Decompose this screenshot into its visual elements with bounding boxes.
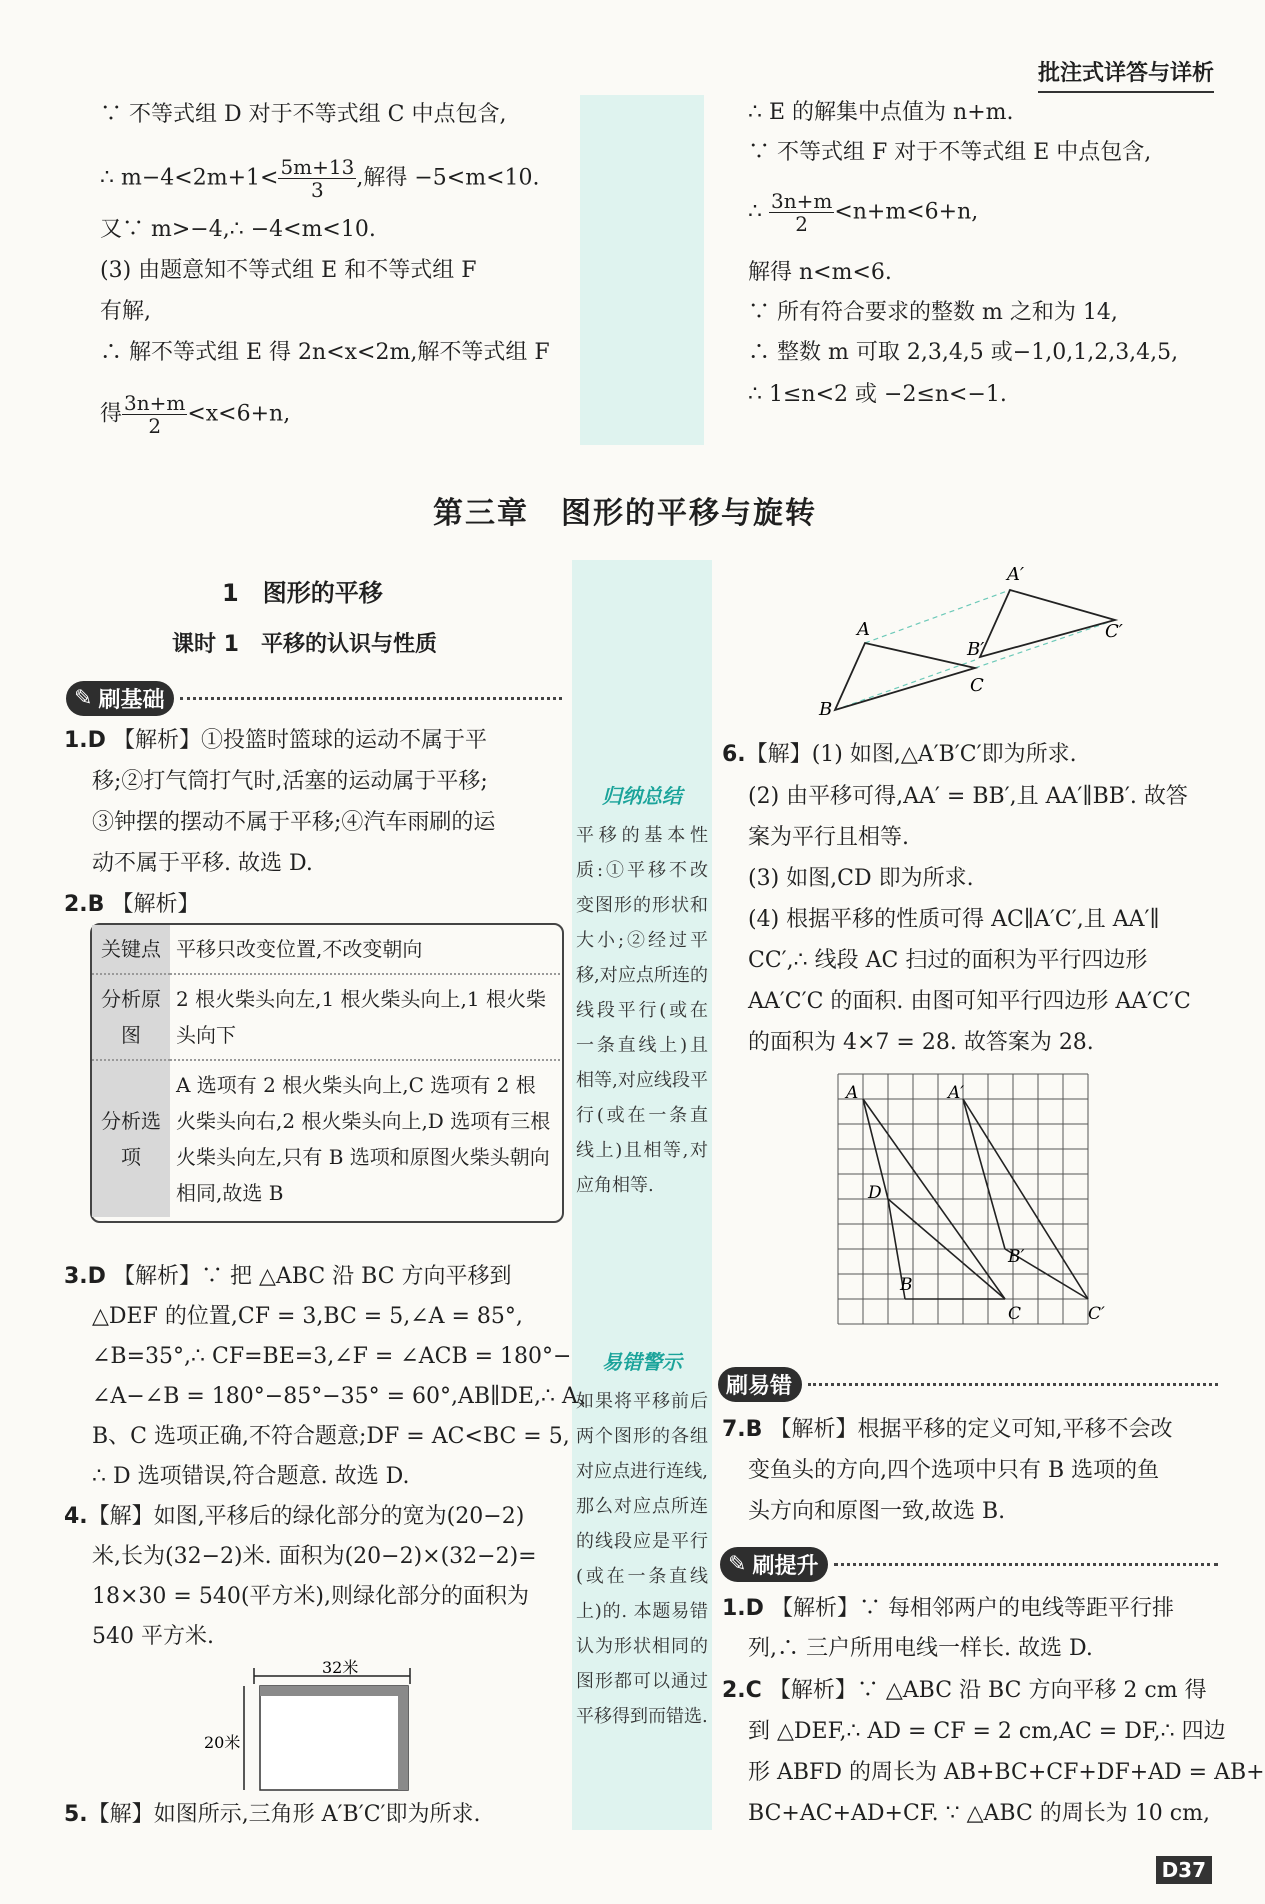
- label-c-prime: C′: [1105, 621, 1123, 642]
- q6-line-2: 案为平行且相等.: [748, 825, 909, 850]
- q2-line: 2.B 【解析】: [64, 892, 200, 917]
- q3-line-2: ∠B=35°,∴ CF=BE=3,∠F = ∠ACB = 180°−: [92, 1344, 572, 1369]
- label-c: C: [970, 675, 984, 696]
- grid-label-b: B: [900, 1275, 913, 1295]
- q6-line-7: 的面积为 4×7 = 28. 故答案为 28.: [748, 1030, 1094, 1055]
- table-value: A 选项有 2 根火柴头向上,C 选项有 2 根火柴头向右,2 根火柴头向上,D 选项有三根火柴头向左,只有 B 选项和原图火柴头朝向相同,故选 B: [170, 1060, 560, 1217]
- q7-line-1: 变鱼头的方向,四个选项中只有 B 选项的鱼: [748, 1458, 1160, 1483]
- label-a-prime: A′: [1007, 564, 1025, 585]
- table-value: 平移只改变位置,不改变朝向: [176, 937, 423, 961]
- badge-error: [718, 1366, 1218, 1402]
- top-left-line-0: ∵ 不等式组 D 对于不等式组 C 中点包含,: [100, 102, 507, 127]
- top-right-line-4: ∴ 整数 m 可取 2,3,4,5 或−1,0,1,2,3,4,5,: [748, 340, 1179, 365]
- q1-line-3: 动不属于平移. 故选 D.: [92, 851, 313, 876]
- q4-line-1: 米,长为(32−2)米. 面积为(20−2)×(32−2)=: [92, 1544, 537, 1569]
- q7-line-2: 头方向和原图一致,故选 B.: [748, 1499, 1006, 1524]
- q5-triangle-figure: [815, 564, 1135, 720]
- q6-line-5: CC′,∴ 线段 AC 扫过的面积为平行四边形: [748, 948, 1148, 973]
- q6-line-1: (2) 由平移可得,AA′ = BB′,且 AA′∥BB′. 故答: [748, 784, 1188, 809]
- table-value: 2 根火柴头向左,1 根火柴头向上,1 根火柴头向下: [170, 974, 560, 1060]
- p2-line-3: BC+AC+AD+CF. ∵ △ABC 的周长为 10 cm,: [748, 1801, 1210, 1826]
- table-row: [92, 974, 560, 1060]
- label-a: A: [857, 619, 870, 640]
- pen-icon: ✎: [74, 685, 93, 711]
- basic-badge-pill: ✎ 刷基础: [66, 681, 174, 716]
- label-b: B: [819, 699, 833, 720]
- table-row: [92, 925, 560, 974]
- top-right-line-3: ∵ 所有符合要求的整数 m 之和为 14,: [748, 300, 1118, 325]
- grid-label-a-prime: A′: [948, 1083, 965, 1103]
- table-key: 分析选项: [92, 1060, 170, 1217]
- width-label: 32米: [322, 1658, 359, 1677]
- q6-line-0: 6.【解】(1) 如图,△A′B′C′即为所求.: [722, 742, 1077, 767]
- p2-line-1: 到 △DEF,∴ AD = CF = 2 cm,AC = DF,∴ 四边: [748, 1719, 1226, 1744]
- side-column-top: [580, 95, 704, 445]
- grid-label-d: D: [868, 1183, 882, 1203]
- grid-label-c: C: [1008, 1304, 1022, 1324]
- top-left-line-2: (3) 由题意知不等式组 E 和不等式组 F: [100, 258, 477, 283]
- top-left-line-1: 又∵ m>−4,∴ −4<m<10.: [100, 217, 376, 242]
- top-left-line-frac: ∴ m−4<2m+1< $\frac{5m+13}{3}$ ,解得 −5<m<10.: [100, 155, 540, 202]
- badge-basic: [66, 680, 562, 716]
- side-note1-title: 归纳总结: [602, 784, 682, 808]
- label-b-prime: B′: [967, 639, 985, 660]
- q4-line-2: 18×30 = 540(平方米),则绿化部分的面积为: [92, 1584, 529, 1609]
- q4-line-0: 4.【解】如图,平移后的绿化部分的宽为(20−2): [64, 1504, 525, 1529]
- q1-line-0: 1.D 【解析】①投篮时篮球的运动不属于平: [64, 728, 487, 753]
- error-badge-pill: 刷易错: [718, 1367, 802, 1402]
- height-label: 20米: [204, 1733, 241, 1752]
- q3-line-5: ∴ D 选项错误,符合题意. 故选 D.: [92, 1464, 410, 1489]
- top-left-line-3: 有解,: [100, 299, 151, 324]
- side-note1-text: 平移的基本性质:①平移不改变图形的形状和大小;②经过平移,对应点所连的线段平行(或在一条直线上)且相等,对应线段平行(或在一条直线上)且相等,对应角相等.: [576, 825, 708, 1196]
- section-title: 1 图形的平移: [222, 579, 383, 607]
- side-note2-title: 易错警示: [602, 1350, 682, 1374]
- advance-badge-pill: ✎ 刷提升: [720, 1547, 828, 1582]
- p2-line-0: 2.C 【解析】∵ △ABC 沿 BC 方向平移 2 cm 得: [722, 1678, 1207, 1703]
- q3-line-3: ∠A−∠B = 180°−85°−35° = 60°,AB∥DE,∴ A、: [92, 1384, 600, 1409]
- road-vertical: [398, 1686, 408, 1790]
- top-right-line-2: 解得 n<m<6.: [748, 260, 892, 285]
- q4-line-3: 540 平方米.: [92, 1624, 214, 1649]
- top-right-line-1: ∵ 不等式组 F 对于不等式组 E 中点包含,: [748, 140, 1152, 165]
- q3-line-0: 3.D 【解析】∵ 把 △ABC 沿 BC 方向平移到: [64, 1264, 512, 1289]
- q6-grid-figure: [838, 1074, 1114, 1350]
- grid-label-b-prime: B′: [1008, 1247, 1025, 1267]
- dotted-divider: [808, 1383, 1218, 1386]
- table-key: 分析原图: [92, 974, 170, 1060]
- p1-line-0: 1.D 【解析】∵ 每相邻两户的电线等距平行排: [722, 1596, 1174, 1621]
- triangle-a2b2c2: [980, 590, 1115, 657]
- top-left-line-frac2: 得 $\frac{3n+m}{2}$ <x<6+n,: [100, 391, 291, 438]
- table-row: [92, 1060, 560, 1217]
- q3-line-4: B、C 选项正确,不符合题意;DF = AC<BC = 5,: [92, 1424, 570, 1449]
- q6-line-6: AA′C′C 的面积. 由图可知平行四边形 AA′C′C: [748, 989, 1191, 1014]
- q2-analysis-table: [92, 925, 560, 1217]
- dotted-divider: [180, 697, 562, 700]
- grid-label-c-prime: C′: [1088, 1304, 1105, 1324]
- badge-advance: [720, 1546, 1218, 1582]
- q7-line-0: 7.B 【解析】根据平移的定义可知,平移不会改: [722, 1417, 1173, 1442]
- page-number: D37: [1156, 1856, 1212, 1884]
- lesson-title: 课时 1 平移的认识与性质: [172, 632, 437, 657]
- p1-line-1: 列,∴ 三户所用电线一样长. 故选 D.: [748, 1636, 1093, 1661]
- dotted-divider: [834, 1563, 1218, 1566]
- grid-label-a: A: [846, 1083, 859, 1103]
- pen-icon: ✎: [728, 1551, 747, 1577]
- q4-garden-figure: [204, 1658, 450, 1800]
- q1-line-2: ③钟摆的摆动不属于平移;④汽车雨刷的运: [92, 810, 496, 835]
- top-right-line-5: ∴ 1≤n<2 或 −2≤n<−1.: [748, 382, 1007, 407]
- garden-rect: [260, 1686, 408, 1790]
- q6-line-3: (3) 如图,CD 即为所求.: [748, 866, 974, 891]
- triangle-abc: [835, 643, 975, 710]
- top-right-line-0: ∴ E 的解集中点值为 n+m.: [748, 100, 1014, 125]
- top-right-line-frac: ∴ $\frac{3n+m}{2}$ <n+m<6+n,: [748, 189, 979, 236]
- q3-line-1: △DEF 的位置,CF = 3,BC = 5,∠A = 85°,: [92, 1304, 523, 1329]
- header-title: 批注式详答与详析: [1038, 56, 1214, 93]
- p2-line-2: 形 ABFD 的周长为 AB+BC+CF+DF+AD = AB+: [748, 1760, 1265, 1785]
- chapter-title: 第三章 图形的平移与旋转: [433, 496, 817, 531]
- q1-line-1: 移;②打气筒打气时,活塞的运动属于平移;: [92, 769, 488, 794]
- table-key: 关键点: [92, 925, 170, 974]
- road-horizontal: [260, 1686, 408, 1696]
- q6-line-4: (4) 根据平移的性质可得 AC∥A′C′,且 AA′∥: [748, 907, 1160, 932]
- side-note2-text: 如果将平移前后两个图形的各组对应点进行连线,那么对应点所连的线段应是平行(或在一条直线上)的. 本题易错认为形状相同的图形都可以通过平移得到而错选.: [576, 1391, 708, 1727]
- top-left-line-4: ∴ 解不等式组 E 得 2n<x<2m,解不等式组 F: [100, 340, 550, 365]
- q5-line: 5.【解】如图所示,三角形 A′B′C′即为所求.: [64, 1802, 481, 1827]
